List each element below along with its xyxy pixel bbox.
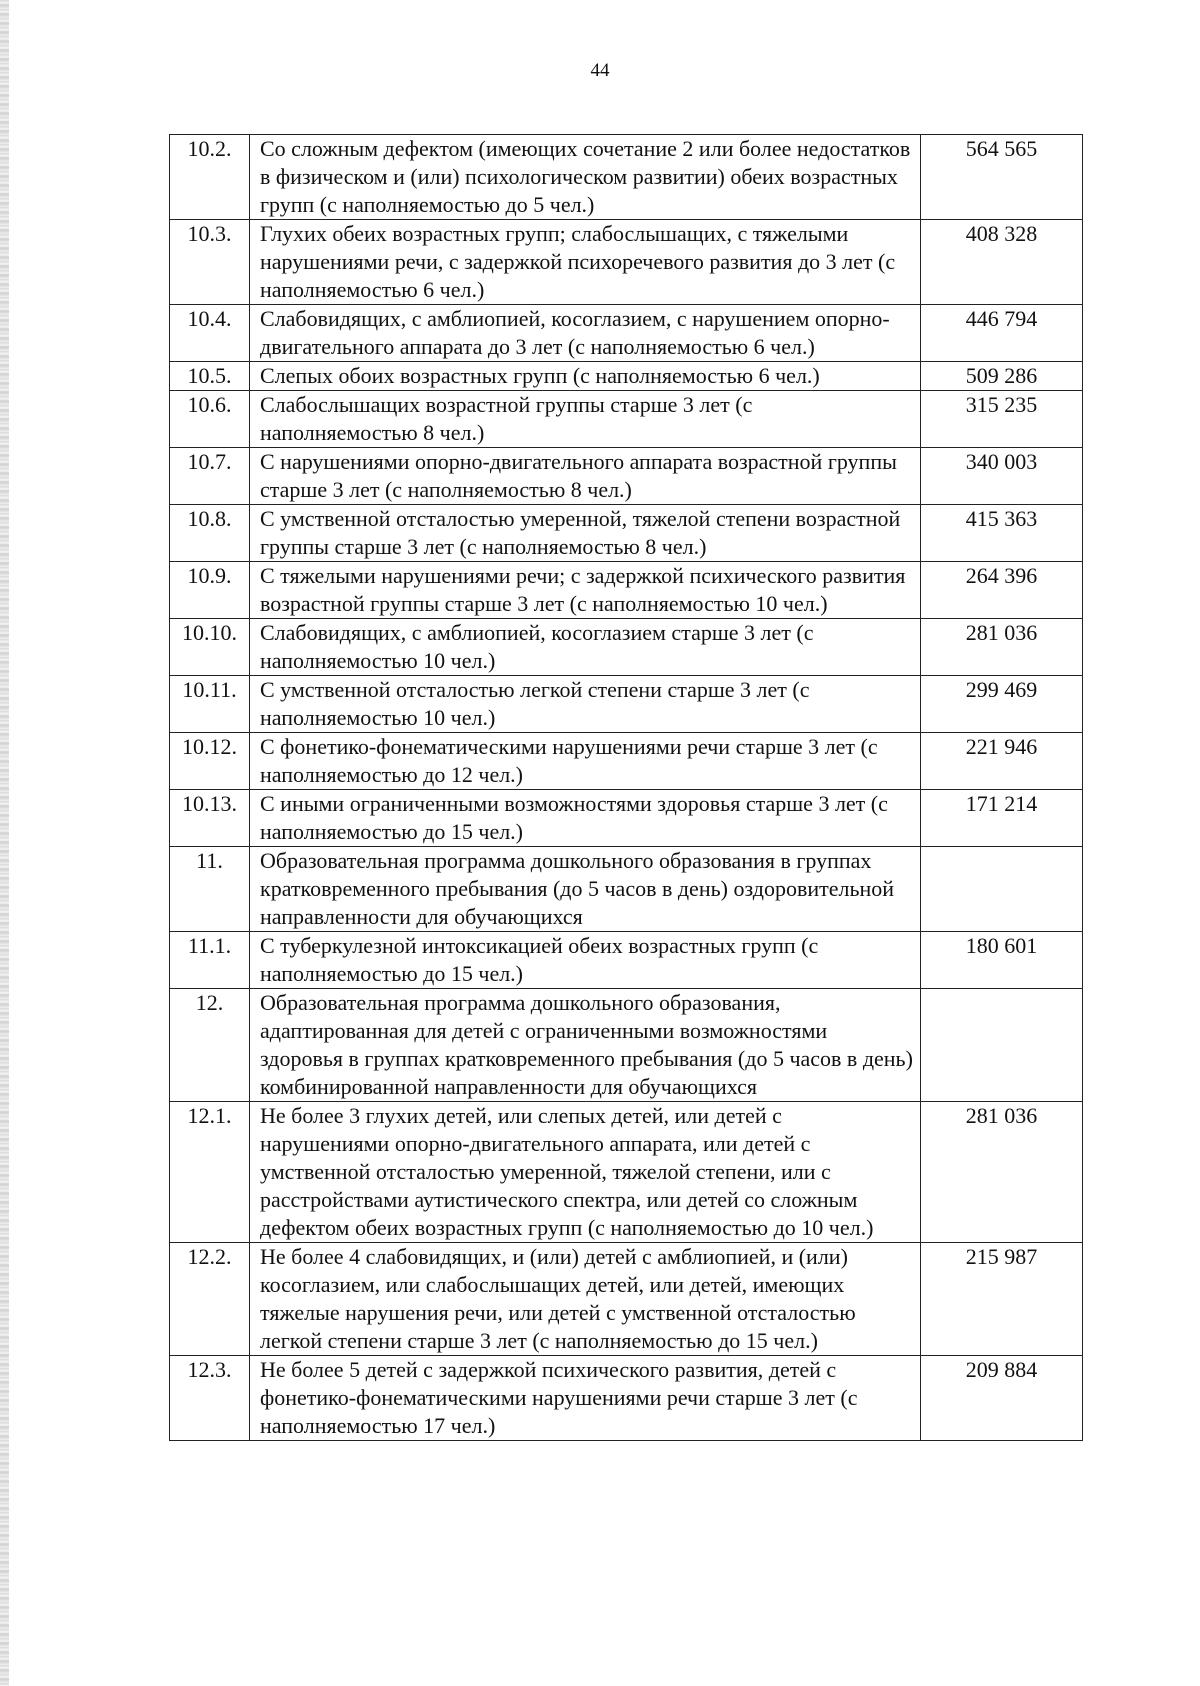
row-value: 264 396 [921,562,1083,619]
tariff-table [169,134,1083,1441]
row-value: 215 987 [921,1243,1083,1356]
row-description: Слабослышащих возрастной группы старше 3 лет (с наполняемостью 8 чел.) [250,391,921,448]
table-row [170,505,1083,562]
row-value: 209 884 [921,1356,1083,1441]
row-number: 11.1. [170,932,250,989]
row-value: 340 003 [921,448,1083,505]
row-description: Не более 4 слабовидящих, и (или) детей с амблиопией, и (или) косоглазием, или слабослышащих детей, или детей, имеющих тяжелые нарушения речи, или детей с умственной отсталостью легкой степени старше 3 лет (с наполняемостью до 15 чел.) [250,1243,921,1356]
row-number: 11. [170,847,250,932]
row-number: 10.6. [170,391,250,448]
row-number: 12. [170,989,250,1102]
row-value: 299 469 [921,676,1083,733]
row-value [921,847,1083,932]
row-description: С фонетико-фонематическими нарушениями речи старше 3 лет (с наполняемостью до 12 чел.) [250,733,921,790]
table-row [170,391,1083,448]
row-value: 281 036 [921,619,1083,676]
scan-edge [0,0,9,1686]
table-row [170,562,1083,619]
row-description: Не более 3 глухих детей, или слепых детей, или детей с нарушениями опорно-двигательного аппарата, или детей с умственной отсталостью умеренной, тяжелой степени, или с расстройствами аутистического спектра, или детей со сложным дефектом обеих возрастных групп (с наполняемостью до 10 чел.) [250,1102,921,1243]
row-description: С тяжелыми нарушениями речи; с задержкой психического развития возрастной группы старше 3 лет (с наполняемостью 10 чел.) [250,562,921,619]
page-number: 44 [590,60,610,81]
row-number: 10.7. [170,448,250,505]
table-row [170,676,1083,733]
row-description: С умственной отсталостью легкой степени старше 3 лет (с наполняемостью 10 чел.) [250,676,921,733]
row-value: 415 363 [921,505,1083,562]
table-row [170,989,1083,1102]
row-description: Образовательная программа дошкольного образования, адаптированная для детей с ограниченными возможностями здоровья в группах кратковременного пребывания (до 5 часов в день) комбинированной направленности для обучающихся [250,989,921,1102]
row-number: 10.4. [170,305,250,362]
row-number: 10.13. [170,790,250,847]
table-row [170,448,1083,505]
row-number: 10.3. [170,220,250,305]
row-value: 446 794 [921,305,1083,362]
row-number: 12.1. [170,1102,250,1243]
table-row [170,619,1083,676]
row-number: 10.10. [170,619,250,676]
row-description: С иными ограниченными возможностями здоровья старше 3 лет (с наполняемостью до 15 чел.) [250,790,921,847]
row-description: С туберкулезной интоксикацией обеих возрастных групп (с наполняемостью до 15 чел.) [250,932,921,989]
table-row [170,932,1083,989]
row-number: 12.3. [170,1356,250,1441]
row-value: 180 601 [921,932,1083,989]
row-value [921,989,1083,1102]
row-description: Слепых обоих возрастных групп (с наполняемостью 6 чел.) [250,362,921,391]
table-row [170,790,1083,847]
table-row [170,305,1083,362]
row-number: 12.2. [170,1243,250,1356]
row-description: Слабовидящих, с амблиопией, косоглазием старше 3 лет (с наполняемостью 10 чел.) [250,619,921,676]
row-value: 408 328 [921,220,1083,305]
table-row [170,847,1083,932]
row-description: Слабовидящих, с амблиопией, косоглазием, с нарушением опорно-двигательного аппарата до 3 лет (с наполняемостью 6 чел.) [250,305,921,362]
row-value: 221 946 [921,733,1083,790]
row-value: 315 235 [921,391,1083,448]
table-row [170,733,1083,790]
row-value: 509 286 [921,362,1083,391]
row-description: Со сложным дефектом (имеющих сочетание 2 или более недостатков в физическом и (или) психологическом развитии) обеих возрастных групп (с наполняемостью до 5 чел.) [250,135,921,220]
table-row [170,1356,1083,1441]
row-description: С нарушениями опорно-двигательного аппарата возрастной группы старше 3 лет (с наполняемостью 8 чел.) [250,448,921,505]
row-description: Глухих обеих возрастных групп; слабослышащих, с тяжелыми нарушениями речи, с задержкой психоречевого развития до 3 лет (с наполняемостью 6 чел.) [250,220,921,305]
row-description: Не более 5 детей с задержкой психического развития, детей с фонетико-фонематическими нарушениями речи старше 3 лет (с наполняемостью 17 чел.) [250,1356,921,1441]
row-number: 10.5. [170,362,250,391]
row-number: 10.12. [170,733,250,790]
row-description: С умственной отсталостью умеренной, тяжелой степени возрастной группы старше 3 лет (с наполняемостью 8 чел.) [250,505,921,562]
row-number: 10.8. [170,505,250,562]
table-row [170,362,1083,391]
row-value: 281 036 [921,1102,1083,1243]
row-value: 171 214 [921,790,1083,847]
table-row [170,135,1083,220]
row-number: 10.9. [170,562,250,619]
table-row [170,220,1083,305]
table-row [170,1243,1083,1356]
row-number: 10.2. [170,135,250,220]
row-value: 564 565 [921,135,1083,220]
row-description: Образовательная программа дошкольного образования в группах кратковременного пребывания (до 5 часов в день) оздоровительной направленности для обучающихся [250,847,921,932]
row-number: 10.11. [170,676,250,733]
table-row [170,1102,1083,1243]
